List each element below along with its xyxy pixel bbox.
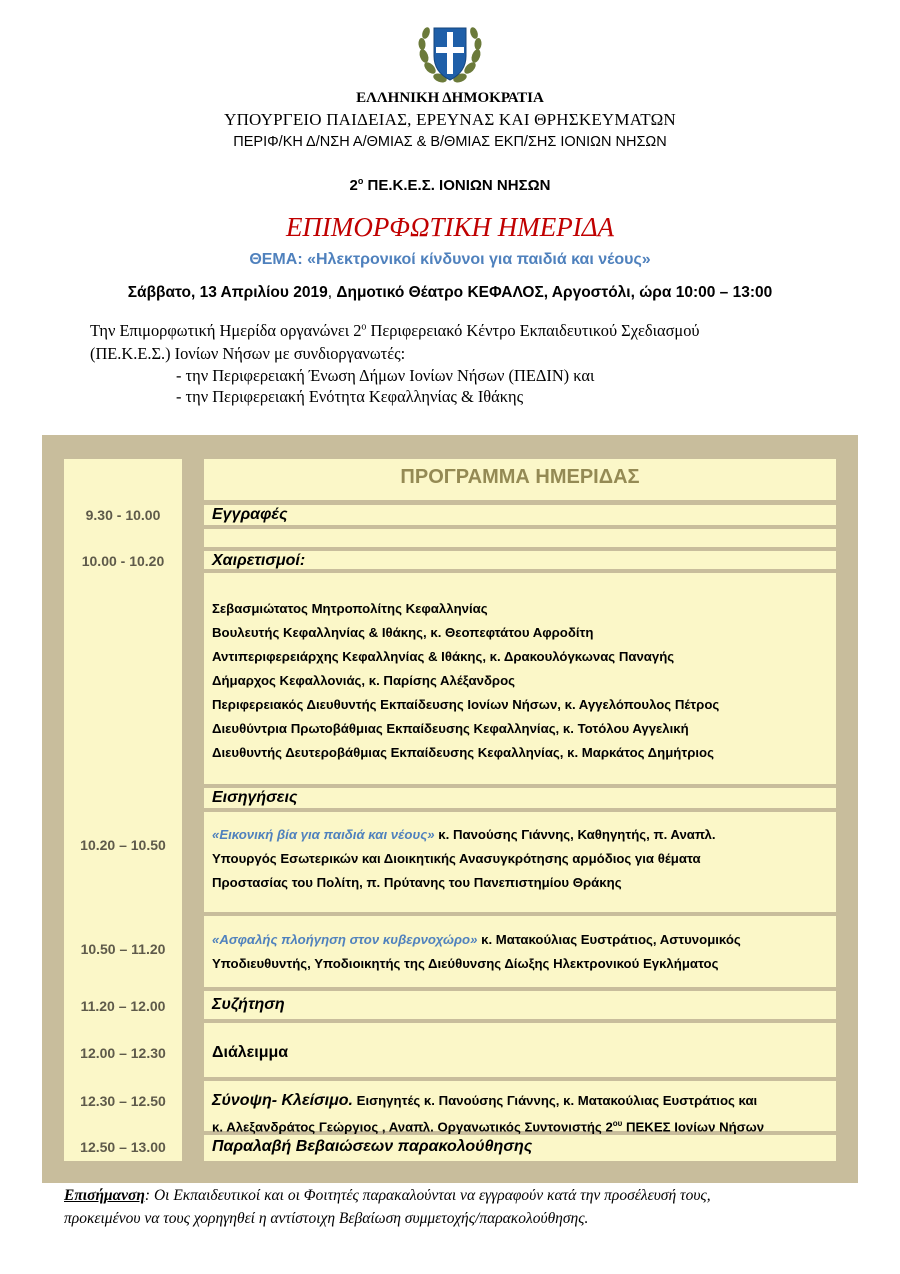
break-label: Διάλειμμα [212,1044,289,1061]
program-heading: ΠΡΟΓΡΑΜΜΑ ΗΜΕΡΙΔΑΣ [400,466,640,488]
intro-line-2: (ΠΕ.Κ.Ε.Σ.) Ιονίων Νήσων με συνδιοργανωτές: [90,344,406,363]
greek-coat-of-arms-icon [414,18,486,90]
greeting-5: Περιφερειακός Διευθυντής Εκπαίδευσης Ιονίων Νήσων, κ. Αγγελόπουλος Πέτρος [212,697,720,712]
greeting-7: Διευθυντής Δευτεροβάθμιας Εκπαίδευσης Κεφαλληνίας, κ. Μαρκάτος Δημήτριος [212,745,714,760]
closing-line-2: κ. Αλεξανδράτος Γεώργιος , Αναπλ. Οργανωτικός Συντονιστής $2^{o\upsilon}$ ΠΕΚΕΣ Ιονίων Νήσων [212,1119,765,1135]
time-talk-1: 10.20 – 10.50 [80,837,166,853]
note-line-1: Επισήμανση: Οι Εκπαιδευτικοί και οι Φοιτητές παρακαλούνται να εγγραφούν κατά την προσέλευσή τους, [64,1187,711,1204]
greeting-6: Διευθύντρια Πρωτοβάθμιας Εκπαίδευσης Κεφαλληνίας, κ. Τοτόλου Αγγελική [212,721,689,736]
time-certificates: 12.50 – 13.00 [80,1139,166,1155]
directorate-heading: ΠΕΡΙΦ/ΚΗ Δ/ΝΣΗ Α/ΘΜΙΑΣ & Β/ΘΜΙΑΣ ΕΚΠ/ΣΗΣ ΙΟΝΙΩΝ ΝΗΣΩΝ [233,134,667,150]
discussion-label: Συζήτηση [212,996,285,1013]
greeting-1: Σεβασμιώτατος Μητροπολίτης Κεφαλληνίας [212,601,488,616]
note-label: Επισήμανση [64,1187,145,1204]
talk-1-line-2: Υπουργός Εσωτερικών και Διοικητικής Ανασυγκρότησης αρμόδιος για θέματα [212,851,701,866]
co-organizer-1: - την Περιφερειακή Ένωση Δήμων Ιονίων Νήσων (ΠΕΔΙΝ) και [176,366,595,385]
closing-title: Σύνοψη- Κλείσιμο. [212,1092,353,1109]
greeting-4: Δήμαρχος Κεφαλλονιάς, κ. Παρίσης Αλέξανδρος [212,673,516,688]
greeting-2: Βουλευτής Κεφαλληνίας & Ιθάκης, κ. Θεοπεφτάτου Αφροδίτη [212,625,594,640]
talk-2-line-1: «Ασφαλής πλοήγηση στον κυβερνοχώρο» κ. Ματακούλιας Ευστράτιος, Αστυνομικός [212,932,741,947]
talk-1-line-1: «Εικονική βία για παιδιά και νέους» κ. Πανούσης Γιάννης, Καθηγητής, π. Αναπλ. [212,827,716,842]
talk-2-line-2: Υποδιευθυντής, Υποδιοικητής της Διεύθυνσης Δίωξης Ηλεκτρονικού Εγκλήματος [212,956,719,971]
greetings-label: Χαιρετισμοί: [212,552,306,569]
co-organizer-2: - την Περιφερειακή Ενότητα Κεφαλληνίας & Ιθάκης [176,387,524,406]
break-cell [204,1023,836,1077]
organization-heading: $2^o$ ΠΕ.Κ.Ε.Σ. ΙΟΝΙΩΝ ΝΗΣΩΝ [349,176,551,194]
certificates-label: Παραλαβή Βεβαιώσεων παρακολούθησης [212,1138,533,1155]
registration-cell [204,505,836,525]
closing-line-1: Σύνοψη- Κλείσιμο. Εισηγητές κ. Πανούσης Γιάννης, κ. Ματακούλιας Ευστράτιος και [212,1092,758,1109]
talk-1-line-3: Προστασίας του Πολίτη, π. Πρύτανης του Πανεπιστημίου Θράκης [212,875,622,890]
greeting-3: Αντιπεριφερειάρχης Κεφαλληνίας & Ιθάκης, κ. Δρακουλόγκωνας Παναγής [212,649,675,664]
spacer-cell [204,529,836,547]
time-closing: 12.30 – 12.50 [80,1093,166,1109]
event-theme: ΘΕΜΑ: «Ηλεκτρονικοί κίνδυνοι για παιδιά και νέους» [249,251,651,268]
event-title: ΕΠΙΜΟΡΦΩΤΙΚΗ ΗΜΕΡΙΔΑ [285,212,615,242]
talk-2-title: «Ασφαλής πλοήγηση στον κυβερνοχώρο» [212,932,478,947]
talk-1-title: «Εικονική βία για παιδιά και νέους» [212,827,435,842]
time-talk-2: 10.50 – 11.20 [80,941,166,957]
time-discussion: 11.20 – 12.00 [80,998,166,1014]
note-line-2: προκειμένου να τους χορηγηθεί η αντίστοιχη Βεβαίωση συμμετοχής/παρακολούθησης. [64,1210,589,1227]
discussion-cell [204,991,836,1019]
time-greetings: 10.00 - 10.20 [81,553,165,569]
time-registration: 9.30 - 10.00 [85,507,161,523]
registration-label: Εγγραφές [212,506,288,523]
republic-heading: ΕΛΛΗΝΙΚΗ ΔΗΜΟΚΡΑΤΙΑ [356,90,544,106]
event-date-venue: Σάββατο, 13 Απριλίου 2019, Δημοτικό Θέατρο ΚΕΦΑΛΟΣ, Αργοστόλι, ώρα 10:00 – 13:00 [127,284,773,301]
talks-heading-cell [204,788,836,808]
ministry-heading: ΥΠΟΥΡΓΕΙΟ ΠΑΙΔΕΙΑΣ, ΕΡΕΥΝΑΣ ΚΑΙ ΘΡΗΣΚΕΥΜΑΤΩΝ [224,110,676,129]
time-break: 12.00 – 12.30 [80,1045,166,1061]
talks-label: Εισηγήσεις [212,789,298,806]
intro-line-1: Την Επιμορφωτική Ημερίδα οργανώνει $2^o$ Περιφερειακό Κέντρο Εκπαιδευτικού Σχεδιασμού [90,321,700,340]
